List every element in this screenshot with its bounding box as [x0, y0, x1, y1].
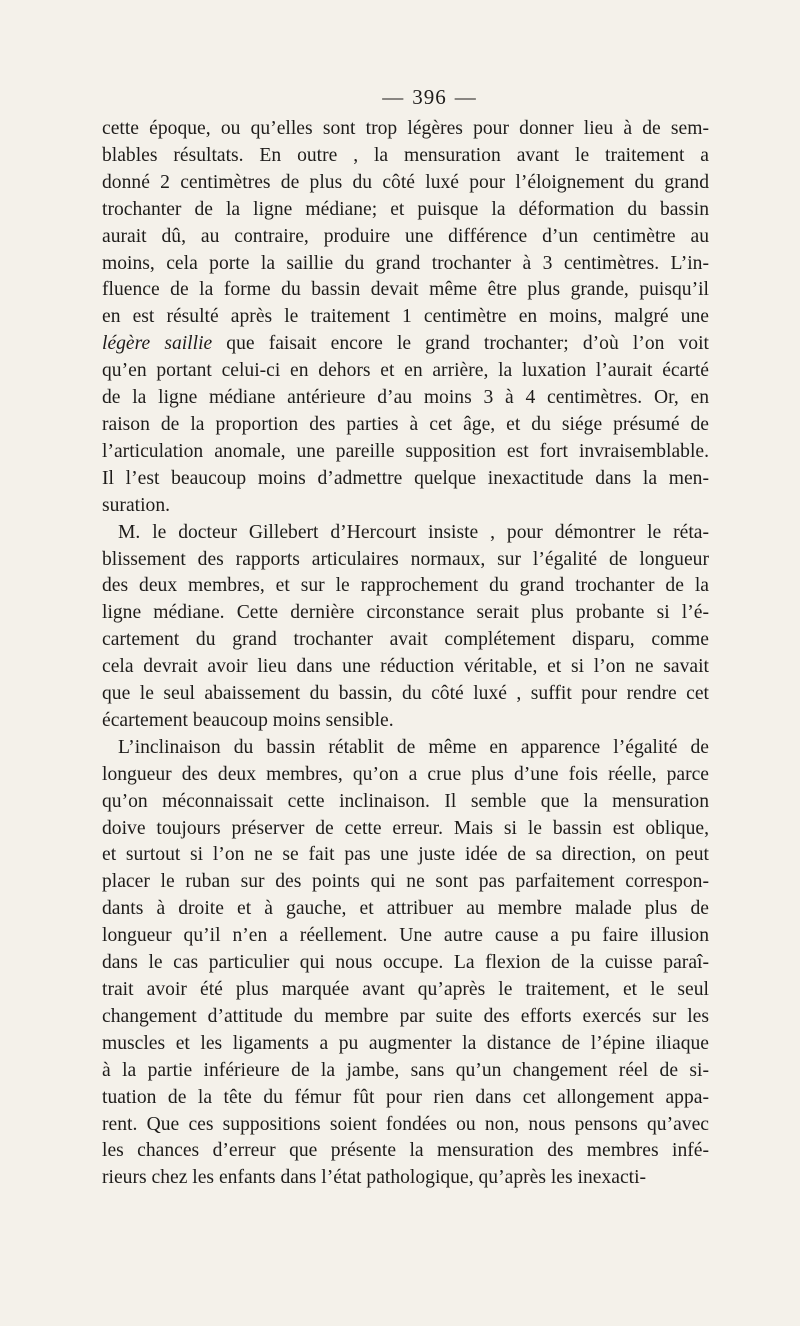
text-line: longueur des deux membres, qu’on a crue plus d’une fois réelle, parce — [102, 763, 709, 785]
text-line: rieurs chez les enfants dans l’état pathologique, qu’après les inexacti- — [102, 1167, 647, 1189]
text-line: blables résultats. En outre , la mensuration avant le traitement a — [102, 144, 709, 166]
text-line: cartement du grand trochanter avait complétement disparu, comme — [102, 629, 709, 651]
text-line: cela devrait avoir lieu dans une réduction véritable, et si l’on ne savait — [102, 656, 709, 678]
text-line: tuation de la tête du fémur fût pour rien dans cet allongement appa- — [102, 1086, 709, 1108]
text-line: que le seul abaissement du bassin, du côté luxé , suffit pour rendre cet — [102, 683, 709, 705]
text-line: muscles et les ligaments a pu augmenter la distance de l’épine iliaque — [102, 1032, 709, 1054]
text-line: raison de la proportion des parties à cet âge, et du siége présumé de — [102, 413, 709, 435]
text-line: aurait dû, au contraire, produire une différence d’un centimètre au — [102, 225, 709, 247]
text-line: placer le ruban sur des points qui ne sont pas parfaitement correspon- — [102, 871, 709, 893]
text-line: Il l’est beaucoup moins d’admettre quelque inexactitude dans la men- — [102, 467, 709, 489]
text-line: les chances d’erreur que présente la mensuration des membres infé- — [102, 1140, 709, 1162]
text-line: de la ligne médiane antérieure d’au moins 3 à 4 centimètres. Or, en — [102, 387, 709, 409]
text-line: des deux membres, et sur le rapprochement du grand trochanter de la — [102, 575, 709, 597]
text-line: cette époque, ou qu’elles sont trop légères pour donner lieu à de sem- — [102, 118, 709, 139]
page-number — [150, 84, 709, 110]
text-line: doive toujours préserver de cette erreur. Mais si le bassin est oblique, — [102, 817, 709, 839]
text-line: ligne médiane. Cette dernière circonstance serait plus probante si l’é- — [102, 602, 709, 624]
text-line: trochanter de la ligne médiane; et puisque la déformation du bassin — [102, 198, 709, 220]
text-line: suration. — [102, 494, 171, 516]
text-line: qu’en portant celui-ci en dehors et en arrière, la luxation l’aurait écarté — [102, 360, 709, 382]
text-line: moins, cela porte la saillie du grand trochanter à 3 centimètres. L’in- — [102, 252, 709, 274]
text-line: qu’on méconnaissait cette inclinaison. Il semble que la mensuration — [102, 790, 709, 812]
text-line: fluence de la forme du bassin devait même être plus grande, puisqu’il — [102, 279, 709, 301]
text-line: trait avoir été plus marquée avant qu’après le traitement, et le seul — [102, 979, 709, 1000]
text-line: dans le cas particulier qui nous occupe. La flexion de la cuisse paraî- — [102, 952, 709, 974]
text-line: à la partie inférieure de la jambe, sans qu’un changement réel de si- — [102, 1059, 709, 1081]
text-line: longueur qu’il n’en a réellement. Une autre cause a pu faire illusion — [102, 925, 709, 947]
italic-phrase: légère saillie — [102, 333, 213, 355]
text-line: écartement beaucoup moins sensible. — [102, 709, 394, 731]
text-line: en est résulté après le traitement 1 centimètre en moins, malgré une — [102, 306, 709, 328]
page-number-dash-left: — — [382, 85, 405, 109]
text-line: légère saillie que faisait encore le grand trochanter; d’où l’on voit — [102, 333, 709, 355]
text-line: blissement des rapports articulaires normaux, sur l’égalité de longueur — [102, 548, 709, 570]
text-line: L’inclinaison du bassin rétablit de même en apparence l’égalité de — [118, 736, 709, 758]
text-line: changement d’attitude du membre par suite des efforts exercés sur les — [102, 1005, 709, 1027]
text-line: dants à droite et à gauche, et attribuer au membre malade plus de — [102, 898, 709, 920]
paragraph — [102, 116, 709, 520]
text-line: et surtout si l’on ne se fait pas une juste idée de sa direction, on peut — [102, 844, 709, 866]
text-line: M. le docteur Gillebert d’Hercourt insiste , pour démontrer le réta- — [118, 521, 709, 543]
page-number-dash-right: — — [454, 85, 477, 109]
paragraph — [102, 520, 709, 735]
page-number-value: 396 — [412, 85, 447, 109]
text-line: donné 2 centimètres de plus du côté luxé pour l’éloignement du grand — [102, 171, 709, 193]
text-line: rent. Que ces suppositions soient fondées ou non, nous pensons qu’avec — [102, 1113, 709, 1135]
text-line: l’articulation anomale, une pareille supposition est fort invraisemblable. — [102, 440, 709, 462]
paragraph — [102, 735, 709, 1192]
body-text — [102, 116, 709, 1192]
